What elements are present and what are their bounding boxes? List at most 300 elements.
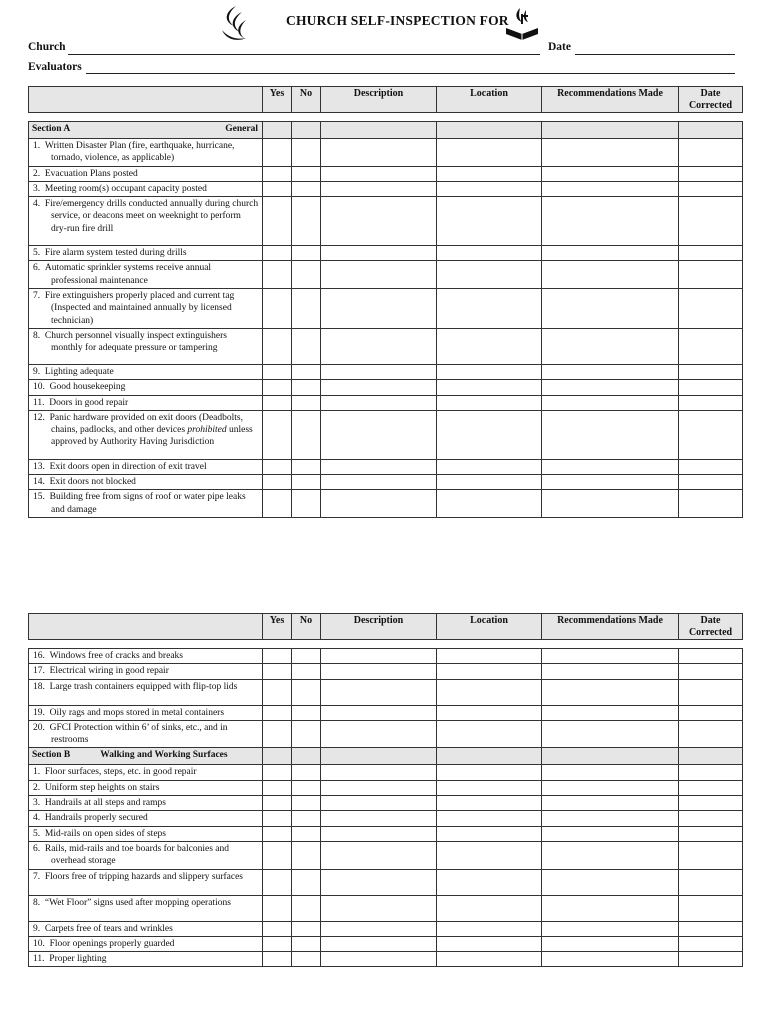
- no-cell[interactable]: [292, 936, 321, 951]
- location-cell[interactable]: [437, 921, 542, 936]
- location-cell[interactable]: [437, 246, 542, 261]
- description-cell[interactable]: [321, 705, 437, 720]
- yes-cell[interactable]: [263, 869, 292, 895]
- date-corrected-cell[interactable]: [679, 664, 743, 679]
- location-cell[interactable]: [437, 475, 542, 490]
- location-cell[interactable]: [437, 289, 542, 329]
- recommendations-cell[interactable]: [542, 181, 679, 196]
- table-row: [29, 395, 743, 410]
- description-cell[interactable]: [321, 181, 437, 196]
- location-cell[interactable]: [437, 765, 542, 780]
- table-header-row: [29, 614, 743, 640]
- column-header-recommendations: Recommendations Made: [542, 614, 679, 640]
- table-row: [29, 246, 743, 261]
- item-number: 4.: [33, 813, 41, 824]
- date-corrected-cell[interactable]: [679, 246, 743, 261]
- location-cell[interactable]: [437, 841, 542, 869]
- item-number: 11.: [33, 397, 45, 408]
- item-text: Panic hardware provided on exit doors (Deadbolts, chains, padlocks, and other devices: [49, 412, 244, 436]
- section-b-title-cell: [29, 748, 263, 765]
- yes-cell[interactable]: [263, 780, 292, 795]
- item-number: 15.: [33, 492, 45, 503]
- date-corrected-cell[interactable]: [679, 720, 743, 748]
- item-text: Exit doors open in direction of exit travel: [49, 461, 207, 472]
- no-cell[interactable]: [292, 328, 321, 364]
- column-header-yes: Yes: [263, 87, 292, 113]
- section-a-item-13: [29, 459, 263, 474]
- item-number: 20.: [33, 722, 45, 733]
- recommendations-cell[interactable]: [542, 921, 679, 936]
- item-number: 11.: [33, 954, 45, 965]
- date-corrected-cell[interactable]: [679, 811, 743, 826]
- description-cell[interactable]: [321, 679, 437, 705]
- flame-swirl-logo-icon: [216, 4, 252, 44]
- item-number: 12.: [33, 412, 45, 423]
- item-text: Carpets free of tears and wrinkles: [44, 923, 173, 934]
- no-cell[interactable]: [292, 139, 321, 167]
- location-cell[interactable]: [437, 328, 542, 364]
- yes-cell[interactable]: [263, 380, 292, 395]
- table-row: [29, 261, 743, 289]
- spacer-row: [29, 640, 743, 649]
- document-header: [0, 4, 768, 44]
- yes-cell[interactable]: [263, 705, 292, 720]
- table-row: [29, 181, 743, 196]
- location-cell[interactable]: [437, 261, 542, 289]
- church-label: Church: [28, 41, 66, 53]
- yes-cell[interactable]: [263, 649, 292, 664]
- location-cell[interactable]: [437, 490, 542, 518]
- location-cell[interactable]: [437, 826, 542, 841]
- location-cell[interactable]: [437, 796, 542, 811]
- section-a-item-2: [29, 664, 263, 679]
- recommendations-cell[interactable]: [542, 459, 679, 474]
- section-b-item-4: [29, 811, 263, 826]
- no-cell[interactable]: [292, 410, 321, 459]
- column-header-description: Description: [321, 614, 437, 640]
- yes-cell[interactable]: [263, 246, 292, 261]
- location-cell[interactable]: [437, 197, 542, 246]
- section-a-item-4: [29, 705, 263, 720]
- section-a-item-1: [29, 649, 263, 664]
- no-cell[interactable]: [292, 811, 321, 826]
- table-row: [29, 139, 743, 167]
- section-a-item-3: [29, 679, 263, 705]
- header-blank-cell: [29, 614, 263, 640]
- item-text: Fire/emergency drills conducted annually during church service, or deacons meet on weeknight to perform dry-run fire drill: [44, 199, 259, 234]
- date-corrected-cell[interactable]: [679, 895, 743, 921]
- table-row: [29, 780, 743, 795]
- no-cell[interactable]: [292, 459, 321, 474]
- section-b-item-6: [29, 841, 263, 869]
- table-row: [29, 936, 743, 951]
- no-cell[interactable]: [292, 649, 321, 664]
- item-text: Fire extinguishers properly placed and current tag (Inspected and maintained annually by licensed technician): [44, 291, 235, 326]
- section-a-item-3: [29, 181, 263, 196]
- date-corrected-cell[interactable]: [679, 679, 743, 705]
- column-header-no: No: [292, 87, 321, 113]
- recommendations-cell[interactable]: [542, 826, 679, 841]
- no-cell[interactable]: [292, 720, 321, 748]
- item-number: 18.: [33, 681, 45, 692]
- section-a-header: [29, 122, 743, 139]
- no-cell[interactable]: [292, 921, 321, 936]
- no-cell[interactable]: [292, 380, 321, 395]
- date-corrected-cell[interactable]: [679, 826, 743, 841]
- date-corrected-cell[interactable]: [679, 328, 743, 364]
- yes-cell[interactable]: [263, 475, 292, 490]
- no-cell[interactable]: [292, 705, 321, 720]
- section-b-item-11: [29, 952, 263, 967]
- item-text: Good housekeeping: [49, 382, 126, 393]
- yes-cell[interactable]: [263, 261, 292, 289]
- date-corrected-cell[interactable]: [679, 765, 743, 780]
- item-text: Evacuation Plans posted: [44, 168, 138, 179]
- location-cell[interactable]: [437, 649, 542, 664]
- section-a-item-8: [29, 328, 263, 364]
- no-cell[interactable]: [292, 796, 321, 811]
- location-cell[interactable]: [437, 705, 542, 720]
- description-cell[interactable]: [321, 936, 437, 951]
- description-cell[interactable]: [321, 289, 437, 329]
- date-corrected-cell[interactable]: [679, 289, 743, 329]
- item-text: Exit doors not blocked: [49, 477, 136, 488]
- table-row: [29, 459, 743, 474]
- no-cell[interactable]: [292, 826, 321, 841]
- column-header-no: No: [292, 614, 321, 640]
- recommendations-cell[interactable]: [542, 166, 679, 181]
- recommendations-cell[interactable]: [542, 895, 679, 921]
- date-corrected-cell[interactable]: [679, 705, 743, 720]
- location-cell[interactable]: [437, 395, 542, 410]
- column-header-description: Description: [321, 87, 437, 113]
- date-corrected-cell[interactable]: [679, 475, 743, 490]
- no-cell[interactable]: [292, 181, 321, 196]
- recommendations-cell[interactable]: [542, 841, 679, 869]
- description-cell[interactable]: [321, 459, 437, 474]
- recommendations-cell[interactable]: [542, 475, 679, 490]
- description-cell[interactable]: [321, 139, 437, 167]
- date-corrected-cell[interactable]: [679, 921, 743, 936]
- description-cell[interactable]: [321, 826, 437, 841]
- description-cell[interactable]: [321, 261, 437, 289]
- item-text: Mid-rails on open sides of steps: [44, 828, 166, 839]
- yes-cell[interactable]: [263, 197, 292, 246]
- date-corrected-cell[interactable]: [679, 952, 743, 967]
- column-header-location: Location: [437, 87, 542, 113]
- date-corrected-cell[interactable]: [679, 796, 743, 811]
- table-row: [29, 410, 743, 459]
- section-b-item-8: [29, 895, 263, 921]
- table-row: [29, 664, 743, 679]
- description-cell[interactable]: [321, 796, 437, 811]
- item-number: 3.: [33, 183, 41, 194]
- yes-cell[interactable]: [263, 936, 292, 951]
- item-text: Uniform step heights on stairs: [44, 782, 160, 793]
- recommendations-cell[interactable]: [542, 664, 679, 679]
- yes-cell[interactable]: [263, 841, 292, 869]
- date-corrected-cell[interactable]: [679, 410, 743, 459]
- description-cell[interactable]: [321, 490, 437, 518]
- table-row: [29, 921, 743, 936]
- yes-cell[interactable]: [263, 139, 292, 167]
- table-row: [29, 705, 743, 720]
- item-text: Handrails properly secured: [44, 813, 148, 824]
- yes-cell[interactable]: [263, 490, 292, 518]
- column-header-location: Location: [437, 614, 542, 640]
- description-cell[interactable]: [321, 869, 437, 895]
- no-cell[interactable]: [292, 895, 321, 921]
- recommendations-cell[interactable]: [542, 410, 679, 459]
- location-cell[interactable]: [437, 679, 542, 705]
- recommendations-cell[interactable]: [542, 952, 679, 967]
- table-row: [29, 841, 743, 869]
- location-cell[interactable]: [437, 895, 542, 921]
- table-row: [29, 765, 743, 780]
- yes-cell[interactable]: [263, 289, 292, 329]
- item-number: 14.: [33, 477, 45, 488]
- yes-cell[interactable]: [263, 410, 292, 459]
- item-text: Large trash containers equipped with flip-top lids: [49, 681, 238, 692]
- recommendations-cell[interactable]: [542, 139, 679, 167]
- recommendations-cell[interactable]: [542, 679, 679, 705]
- yes-cell[interactable]: [263, 826, 292, 841]
- yes-cell[interactable]: [263, 181, 292, 196]
- recommendations-cell[interactable]: [542, 720, 679, 748]
- section-a-item-5: [29, 720, 263, 748]
- item-text: Floors free of tripping hazards and slippery surfaces: [44, 871, 243, 882]
- recommendations-cell[interactable]: [542, 869, 679, 895]
- yes-cell[interactable]: [263, 328, 292, 364]
- no-cell[interactable]: [292, 289, 321, 329]
- no-cell[interactable]: [292, 364, 321, 379]
- recommendations-cell[interactable]: [542, 765, 679, 780]
- no-cell[interactable]: [292, 395, 321, 410]
- description-cell[interactable]: [321, 895, 437, 921]
- no-cell[interactable]: [292, 490, 321, 518]
- location-cell[interactable]: [437, 811, 542, 826]
- location-cell[interactable]: [437, 380, 542, 395]
- inspection-table-page-1: [28, 86, 743, 518]
- no-cell[interactable]: [292, 841, 321, 869]
- no-cell[interactable]: [292, 246, 321, 261]
- item-text: Fire alarm system tested during drills: [44, 248, 187, 259]
- yes-cell[interactable]: [263, 796, 292, 811]
- item-text-emphasis: prohibited: [187, 425, 227, 436]
- location-cell[interactable]: [437, 952, 542, 967]
- recommendations-cell[interactable]: [542, 328, 679, 364]
- item-number: 13.: [33, 461, 45, 472]
- section-b-item-5: [29, 826, 263, 841]
- description-cell[interactable]: [321, 811, 437, 826]
- location-cell[interactable]: [437, 459, 542, 474]
- location-cell[interactable]: [437, 181, 542, 196]
- description-cell[interactable]: [321, 166, 437, 181]
- yes-cell[interactable]: [263, 459, 292, 474]
- description-cell[interactable]: [321, 780, 437, 795]
- description-cell[interactable]: [321, 475, 437, 490]
- yes-cell[interactable]: [263, 895, 292, 921]
- column-header-date-corrected: Date Corrected: [679, 87, 743, 113]
- recommendations-cell[interactable]: [542, 780, 679, 795]
- section-a-item-7: [29, 289, 263, 329]
- description-cell[interactable]: [321, 395, 437, 410]
- date-label: Date: [548, 41, 571, 53]
- description-cell[interactable]: [321, 841, 437, 869]
- recommendations-cell[interactable]: [542, 246, 679, 261]
- description-cell[interactable]: [321, 952, 437, 967]
- yes-cell[interactable]: [263, 166, 292, 181]
- recommendations-cell[interactable]: [542, 705, 679, 720]
- description-cell[interactable]: [321, 664, 437, 679]
- description-cell[interactable]: [321, 649, 437, 664]
- inspection-table-page-2: [28, 613, 743, 967]
- description-cell[interactable]: [321, 720, 437, 748]
- location-cell[interactable]: [437, 869, 542, 895]
- recommendations-cell[interactable]: [542, 197, 679, 246]
- item-text: GFCI Protection within 6’ of sinks, etc., and in restrooms: [49, 722, 228, 746]
- location-cell[interactable]: [437, 664, 542, 679]
- recommendations-cell[interactable]: [542, 395, 679, 410]
- item-text: Lighting adequate: [44, 366, 114, 377]
- section-a-item-5: [29, 246, 263, 261]
- yes-cell[interactable]: [263, 921, 292, 936]
- recommendations-cell[interactable]: [542, 811, 679, 826]
- description-cell[interactable]: [321, 765, 437, 780]
- table-row: [29, 811, 743, 826]
- evaluators-field[interactable]: [86, 73, 735, 74]
- table-row: [29, 826, 743, 841]
- item-number: 6.: [33, 263, 41, 274]
- description-cell[interactable]: [321, 921, 437, 936]
- yes-cell[interactable]: [263, 664, 292, 679]
- location-cell[interactable]: [437, 166, 542, 181]
- recommendations-cell[interactable]: [542, 490, 679, 518]
- date-corrected-cell[interactable]: [679, 780, 743, 795]
- section-a-item-10: [29, 380, 263, 395]
- recommendations-cell[interactable]: [542, 289, 679, 329]
- recommendations-cell[interactable]: [542, 364, 679, 379]
- item-text: Oily rags and mops stored in metal containers: [49, 707, 225, 718]
- yes-cell[interactable]: [263, 395, 292, 410]
- no-cell[interactable]: [292, 166, 321, 181]
- date-corrected-cell[interactable]: [679, 459, 743, 474]
- yes-cell[interactable]: [263, 679, 292, 705]
- no-cell[interactable]: [292, 475, 321, 490]
- recommendations-cell[interactable]: [542, 649, 679, 664]
- no-cell[interactable]: [292, 780, 321, 795]
- description-cell[interactable]: [321, 246, 437, 261]
- item-number: 10.: [33, 382, 45, 393]
- recommendations-cell[interactable]: [542, 380, 679, 395]
- item-number: 8.: [33, 330, 41, 341]
- date-corrected-cell[interactable]: [679, 936, 743, 951]
- column-header-yes: Yes: [263, 614, 292, 640]
- table-row: [29, 679, 743, 705]
- location-cell[interactable]: [437, 720, 542, 748]
- item-number: 2.: [33, 782, 41, 793]
- no-cell[interactable]: [292, 679, 321, 705]
- item-text: Doors in good repair: [49, 397, 129, 408]
- recommendations-cell[interactable]: [542, 796, 679, 811]
- item-text: “Wet Floor” signs used after mopping operations: [44, 897, 231, 908]
- item-text: Handrails at all steps and ramps: [44, 798, 166, 809]
- table-row: [29, 952, 743, 967]
- recommendations-cell[interactable]: [542, 261, 679, 289]
- item-text: Written Disaster Plan (fire, earthquake, hurricane, tornado, violence, as applicable): [44, 141, 235, 164]
- date-corrected-cell[interactable]: [679, 261, 743, 289]
- item-number: 16.: [33, 651, 45, 661]
- item-text: Proper lighting: [49, 954, 107, 965]
- item-text: Automatic sprinkler systems receive annual professional maintenance: [44, 263, 212, 286]
- section-b-item-1: [29, 765, 263, 780]
- date-corrected-cell[interactable]: [679, 395, 743, 410]
- date-corrected-cell[interactable]: [679, 869, 743, 895]
- date-corrected-cell[interactable]: [679, 364, 743, 379]
- church-field[interactable]: [68, 54, 540, 55]
- date-corrected-cell[interactable]: [679, 166, 743, 181]
- location-cell[interactable]: [437, 139, 542, 167]
- item-text: Meeting room(s) occupant capacity posted: [44, 183, 207, 194]
- date-field[interactable]: [575, 54, 735, 55]
- yes-cell[interactable]: [263, 952, 292, 967]
- table-row: [29, 895, 743, 921]
- description-cell[interactable]: [321, 328, 437, 364]
- section-a-item-6: [29, 261, 263, 289]
- item-text-continued: unless approved by Authority Having Jurisdiction: [51, 425, 253, 448]
- description-cell[interactable]: [321, 380, 437, 395]
- no-cell[interactable]: [292, 869, 321, 895]
- yes-cell[interactable]: [263, 720, 292, 748]
- no-cell[interactable]: [292, 765, 321, 780]
- no-cell[interactable]: [292, 952, 321, 967]
- location-cell[interactable]: [437, 936, 542, 951]
- item-number: 19.: [33, 707, 45, 718]
- table-row: [29, 475, 743, 490]
- header-blank-cell: [29, 87, 263, 113]
- section-a-item-1: [29, 139, 263, 167]
- location-cell[interactable]: [437, 364, 542, 379]
- date-corrected-cell[interactable]: [679, 380, 743, 395]
- date-corrected-cell[interactable]: [679, 197, 743, 246]
- no-cell[interactable]: [292, 197, 321, 246]
- item-number: 2.: [33, 168, 41, 179]
- date-corrected-cell[interactable]: [679, 490, 743, 518]
- no-cell[interactable]: [292, 261, 321, 289]
- description-cell[interactable]: [321, 410, 437, 459]
- date-corrected-cell[interactable]: [679, 649, 743, 664]
- location-cell[interactable]: [437, 780, 542, 795]
- recommendations-cell[interactable]: [542, 936, 679, 951]
- description-cell[interactable]: [321, 364, 437, 379]
- item-number: 7.: [33, 291, 41, 302]
- yes-cell[interactable]: [263, 811, 292, 826]
- section-a-item-11: [29, 395, 263, 410]
- section-a-item-12: [29, 410, 263, 459]
- yes-cell[interactable]: [263, 364, 292, 379]
- yes-cell[interactable]: [263, 765, 292, 780]
- no-cell[interactable]: [292, 664, 321, 679]
- date-corrected-cell[interactable]: [679, 139, 743, 167]
- section-b-item-7: [29, 869, 263, 895]
- date-corrected-cell[interactable]: [679, 181, 743, 196]
- date-corrected-cell[interactable]: [679, 841, 743, 869]
- description-cell[interactable]: [321, 197, 437, 246]
- item-text: Floor surfaces, steps, etc. in good repair: [44, 767, 197, 778]
- location-cell[interactable]: [437, 410, 542, 459]
- section-b-header: [29, 748, 743, 765]
- table-row: [29, 364, 743, 379]
